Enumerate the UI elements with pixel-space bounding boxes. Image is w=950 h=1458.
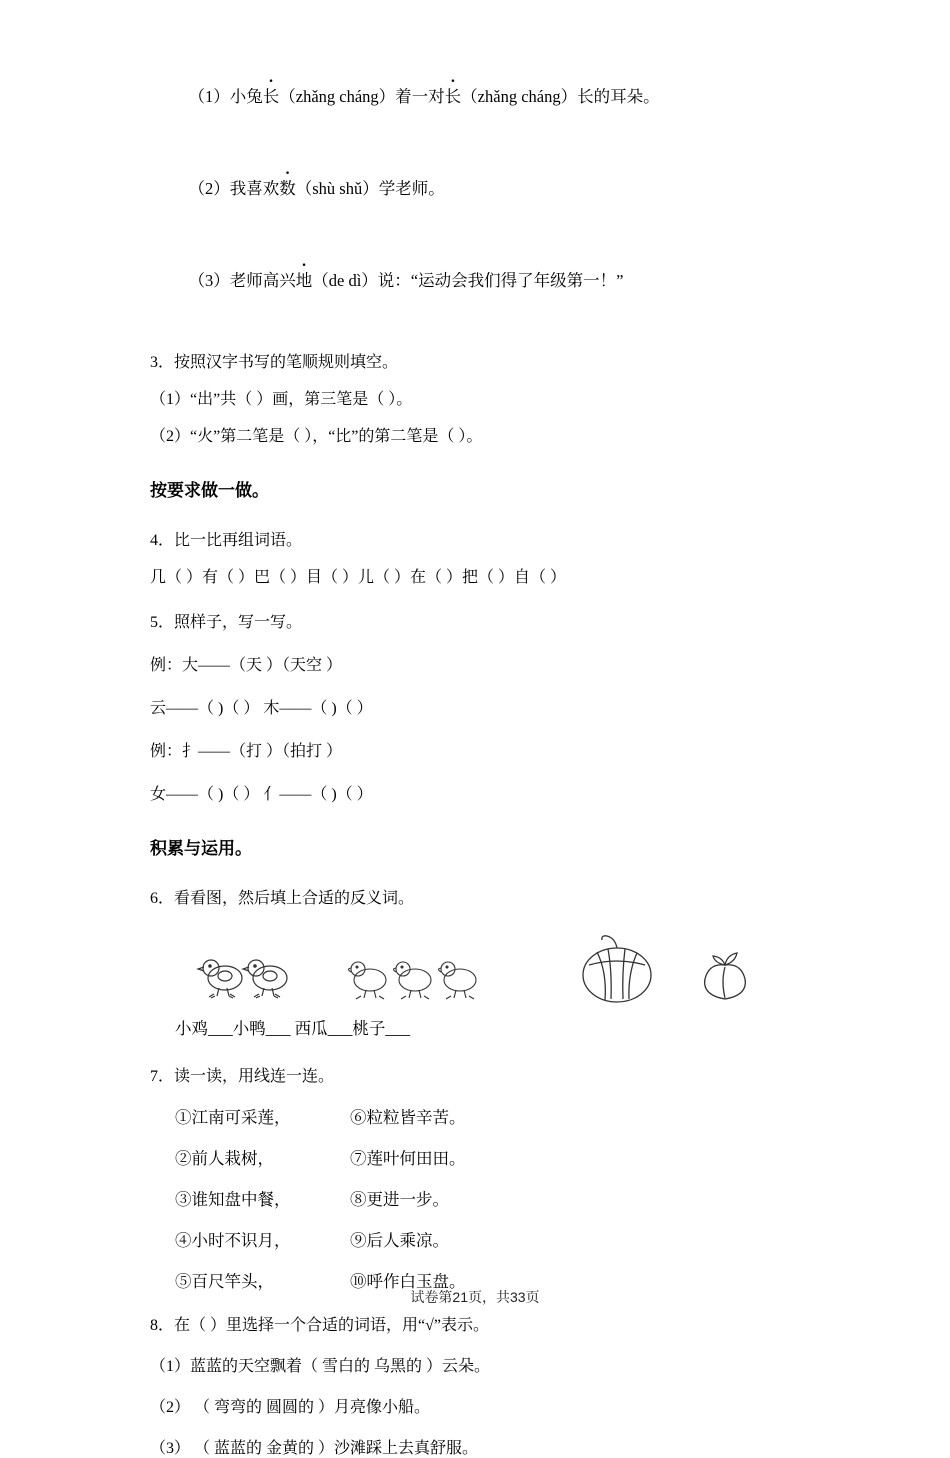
question-4-title: 4．比一比再组词语。 — [150, 531, 303, 549]
match-right-item: ⑧更进一步。 — [350, 1189, 449, 1209]
question-5-example-1: 例：大——（天 ）（天空 ） — [150, 656, 343, 674]
question-6-illustrations — [150, 930, 830, 1005]
question-7-title: 7．读一读，用线连一连。 — [150, 1067, 335, 1085]
polyphone-item-1 — [172, 60, 830, 134]
item-text-pre: 老师高兴 — [229, 271, 296, 291]
page-footer: 试卷第21页，共33页 — [410, 1289, 540, 1305]
question-8-line-3: （3） （ 蓝蓝的 金黄的 ）沙滩踩上去真舒服。 — [150, 1439, 479, 1457]
match-left-item: ③谁知盘中餐， — [175, 1189, 291, 1209]
match-right-item: ⑥粒粒皆辛苦。 — [350, 1107, 466, 1127]
question-3-title: 3．按照汉字书写的笔顺规则填空。 — [150, 353, 399, 371]
match-row — [175, 1186, 830, 1210]
question-5-title: 5．照样子，写一写。 — [150, 613, 303, 631]
polyphone-item-3 — [172, 245, 830, 319]
match-row — [175, 1227, 830, 1251]
question-6-title: 6．看看图，然后填上合适的反义词。 — [150, 889, 415, 907]
watermelon-illustration — [575, 930, 660, 1005]
polyphone-item-2 — [172, 152, 830, 226]
match-row — [175, 1104, 830, 1128]
match-left-item: ⑤百尺竿头， — [175, 1271, 274, 1291]
item-text-pre: 我喜欢 — [229, 179, 280, 198]
match-right-item: ⑨后人乘凉。 — [350, 1230, 449, 1250]
item-text-mid: （zhǎng cháng）着一对 — [279, 86, 445, 106]
question-5-blank-2: 女——（ )（ ） 亻——（ )（ ） — [150, 785, 373, 803]
question-8-line-1: （1）蓝蓝的天空飘着（ 雪白的 乌黑的 ）云朵。 — [150, 1357, 491, 1375]
dotted-char: 长 — [262, 86, 280, 106]
item-number: （2） — [188, 179, 230, 198]
item-number: （1） — [188, 86, 230, 106]
match-left-item: ①江南可采莲， — [175, 1107, 291, 1127]
item-text-mid: （de dì）说：“运动会我们得了年级第一！” — [312, 271, 624, 291]
item-number: （3） — [188, 271, 230, 291]
dotted-char: 长 — [444, 86, 462, 106]
item-text-mid: （shù shǔ）学老师。 — [295, 179, 445, 198]
item-text-end: （zhǎng cháng）长的耳朵。 — [461, 86, 660, 106]
match-right-item: ⑩呼作白玉盘。 — [350, 1271, 466, 1291]
section-heading-accumulate: 积累与运用。 — [150, 838, 252, 858]
chicks-illustration — [195, 950, 310, 1005]
match-left-item: ②前人栽树， — [175, 1148, 274, 1168]
peach-illustration — [695, 945, 755, 1005]
match-left-item: ④小时不识月， — [175, 1230, 291, 1250]
question-3-line-1: （1）“出”共（ ）画，第三笔是（ ）。 — [150, 390, 413, 408]
question-8-title: 8．在（ ）里选择一个合适的词语，用“√”表示。 — [150, 1316, 489, 1334]
item-text-pre: 小兔 — [229, 86, 263, 106]
question-6-answer-blanks: 小鸡___小鸭___ 西瓜___桃子___ — [175, 1018, 411, 1038]
section-heading-do: 按要求做一做。 — [150, 480, 269, 500]
match-row — [175, 1145, 830, 1169]
ducks-illustration — [345, 950, 490, 1005]
question-8-line-2: （2） （ 弯弯的 圆圆的 ）月亮像小船。 — [150, 1398, 431, 1416]
question-5-blank-1: 云——（ )（ ） 木——（ )（ ） — [150, 699, 373, 717]
question-4-line: 几（ ）有（ ）巴（ ）目（ ）儿（ ）在（ ）把（ ）自（ ） — [150, 568, 567, 586]
match-right-item: ⑦莲叶何田田。 — [350, 1148, 466, 1168]
question-5-example-2: 例：扌——（打 ）（拍打 ） — [150, 742, 343, 760]
dotted-char: 地 — [295, 271, 313, 291]
dotted-char: 数 — [279, 179, 296, 198]
question-3-line-2: （2）“火”第二笔是（ ），“比”的第二笔是（ ）。 — [150, 427, 483, 445]
